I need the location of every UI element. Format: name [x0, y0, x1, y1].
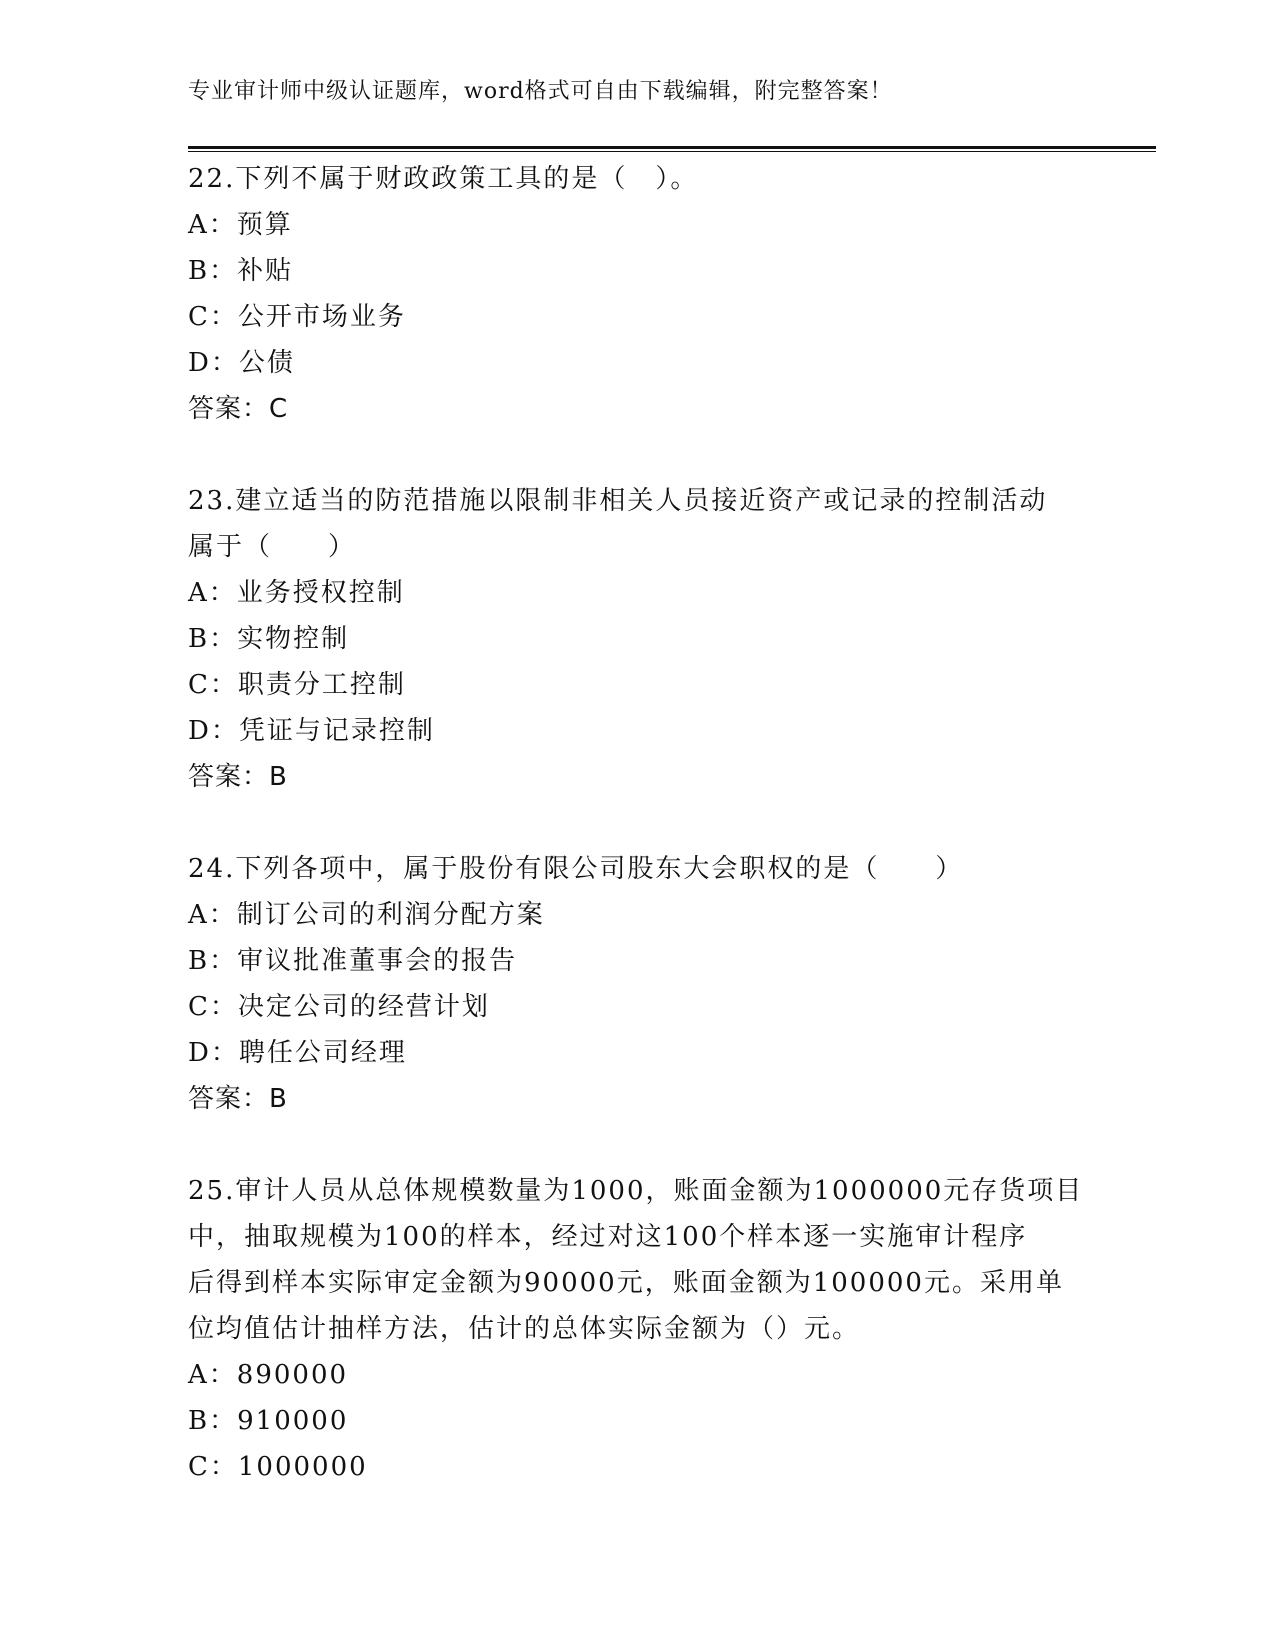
question-list — [188, 156, 1088, 1490]
header-rule-thick — [188, 146, 1156, 149]
question-24 — [188, 846, 1088, 1122]
question-stem-line: 中，抽取规模为100的样本，经过对这100个样本逐一实施审计程序 — [188, 1222, 1028, 1252]
option-c: C：1000000 — [188, 1452, 368, 1482]
question-gap — [188, 432, 1088, 478]
option-a: A：业务授权控制 — [188, 578, 405, 608]
question-25 — [188, 1168, 1088, 1490]
option-c: C：决定公司的经营计划 — [188, 992, 490, 1022]
answer-line: 答案：B — [188, 762, 288, 792]
option-d: D：凭证与记录控制 — [188, 716, 435, 746]
option-a: A：制订公司的利润分配方案 — [188, 900, 545, 930]
question-stem-line: 25.审计人员从总体规模数量为1000，账面金额为1000000元存货项目 — [188, 1176, 1084, 1206]
question-stem-line: 属于（ ） — [188, 532, 357, 562]
option-b: B：补贴 — [188, 256, 294, 286]
question-gap — [188, 1122, 1088, 1168]
answer-line: 答案：C — [188, 394, 289, 424]
option-c: C：职责分工控制 — [188, 670, 406, 700]
question-stem-line: 24.下列各项中，属于股份有限公司股东大会职权的是（ ） — [188, 854, 964, 884]
question-22 — [188, 156, 1088, 432]
question-23 — [188, 478, 1088, 800]
question-stem-line: 22.下列不属于财政政策工具的是（ ）。 — [188, 164, 699, 194]
answer-line: 答案：B — [188, 1084, 288, 1114]
question-gap — [188, 800, 1088, 846]
question-stem-line: 23.建立适当的防范措施以限制非相关人员接近资产或记录的控制活动 — [188, 486, 1048, 516]
option-d: D：聘任公司经理 — [188, 1038, 407, 1068]
question-stem-line: 位均值估计抽样方法，估计的总体实际金额为（）元。 — [188, 1314, 861, 1344]
option-a: A：890000 — [188, 1360, 349, 1390]
option-c: C：公开市场业务 — [188, 302, 406, 332]
header-rule-thin — [188, 151, 1156, 152]
option-b: B：910000 — [188, 1406, 349, 1436]
option-a: A：预算 — [188, 210, 293, 240]
option-b: B：审议批准董事会的报告 — [188, 946, 518, 976]
page-header: 专业审计师中级认证题库，word格式可自由下载编辑，附完整答案！ — [188, 79, 893, 104]
option-d: D：公债 — [188, 348, 295, 378]
option-b: B：实物控制 — [188, 624, 350, 654]
question-stem-line: 后得到样本实际审定金额为90000元，账面金额为100000元。采用单 — [188, 1268, 1064, 1298]
